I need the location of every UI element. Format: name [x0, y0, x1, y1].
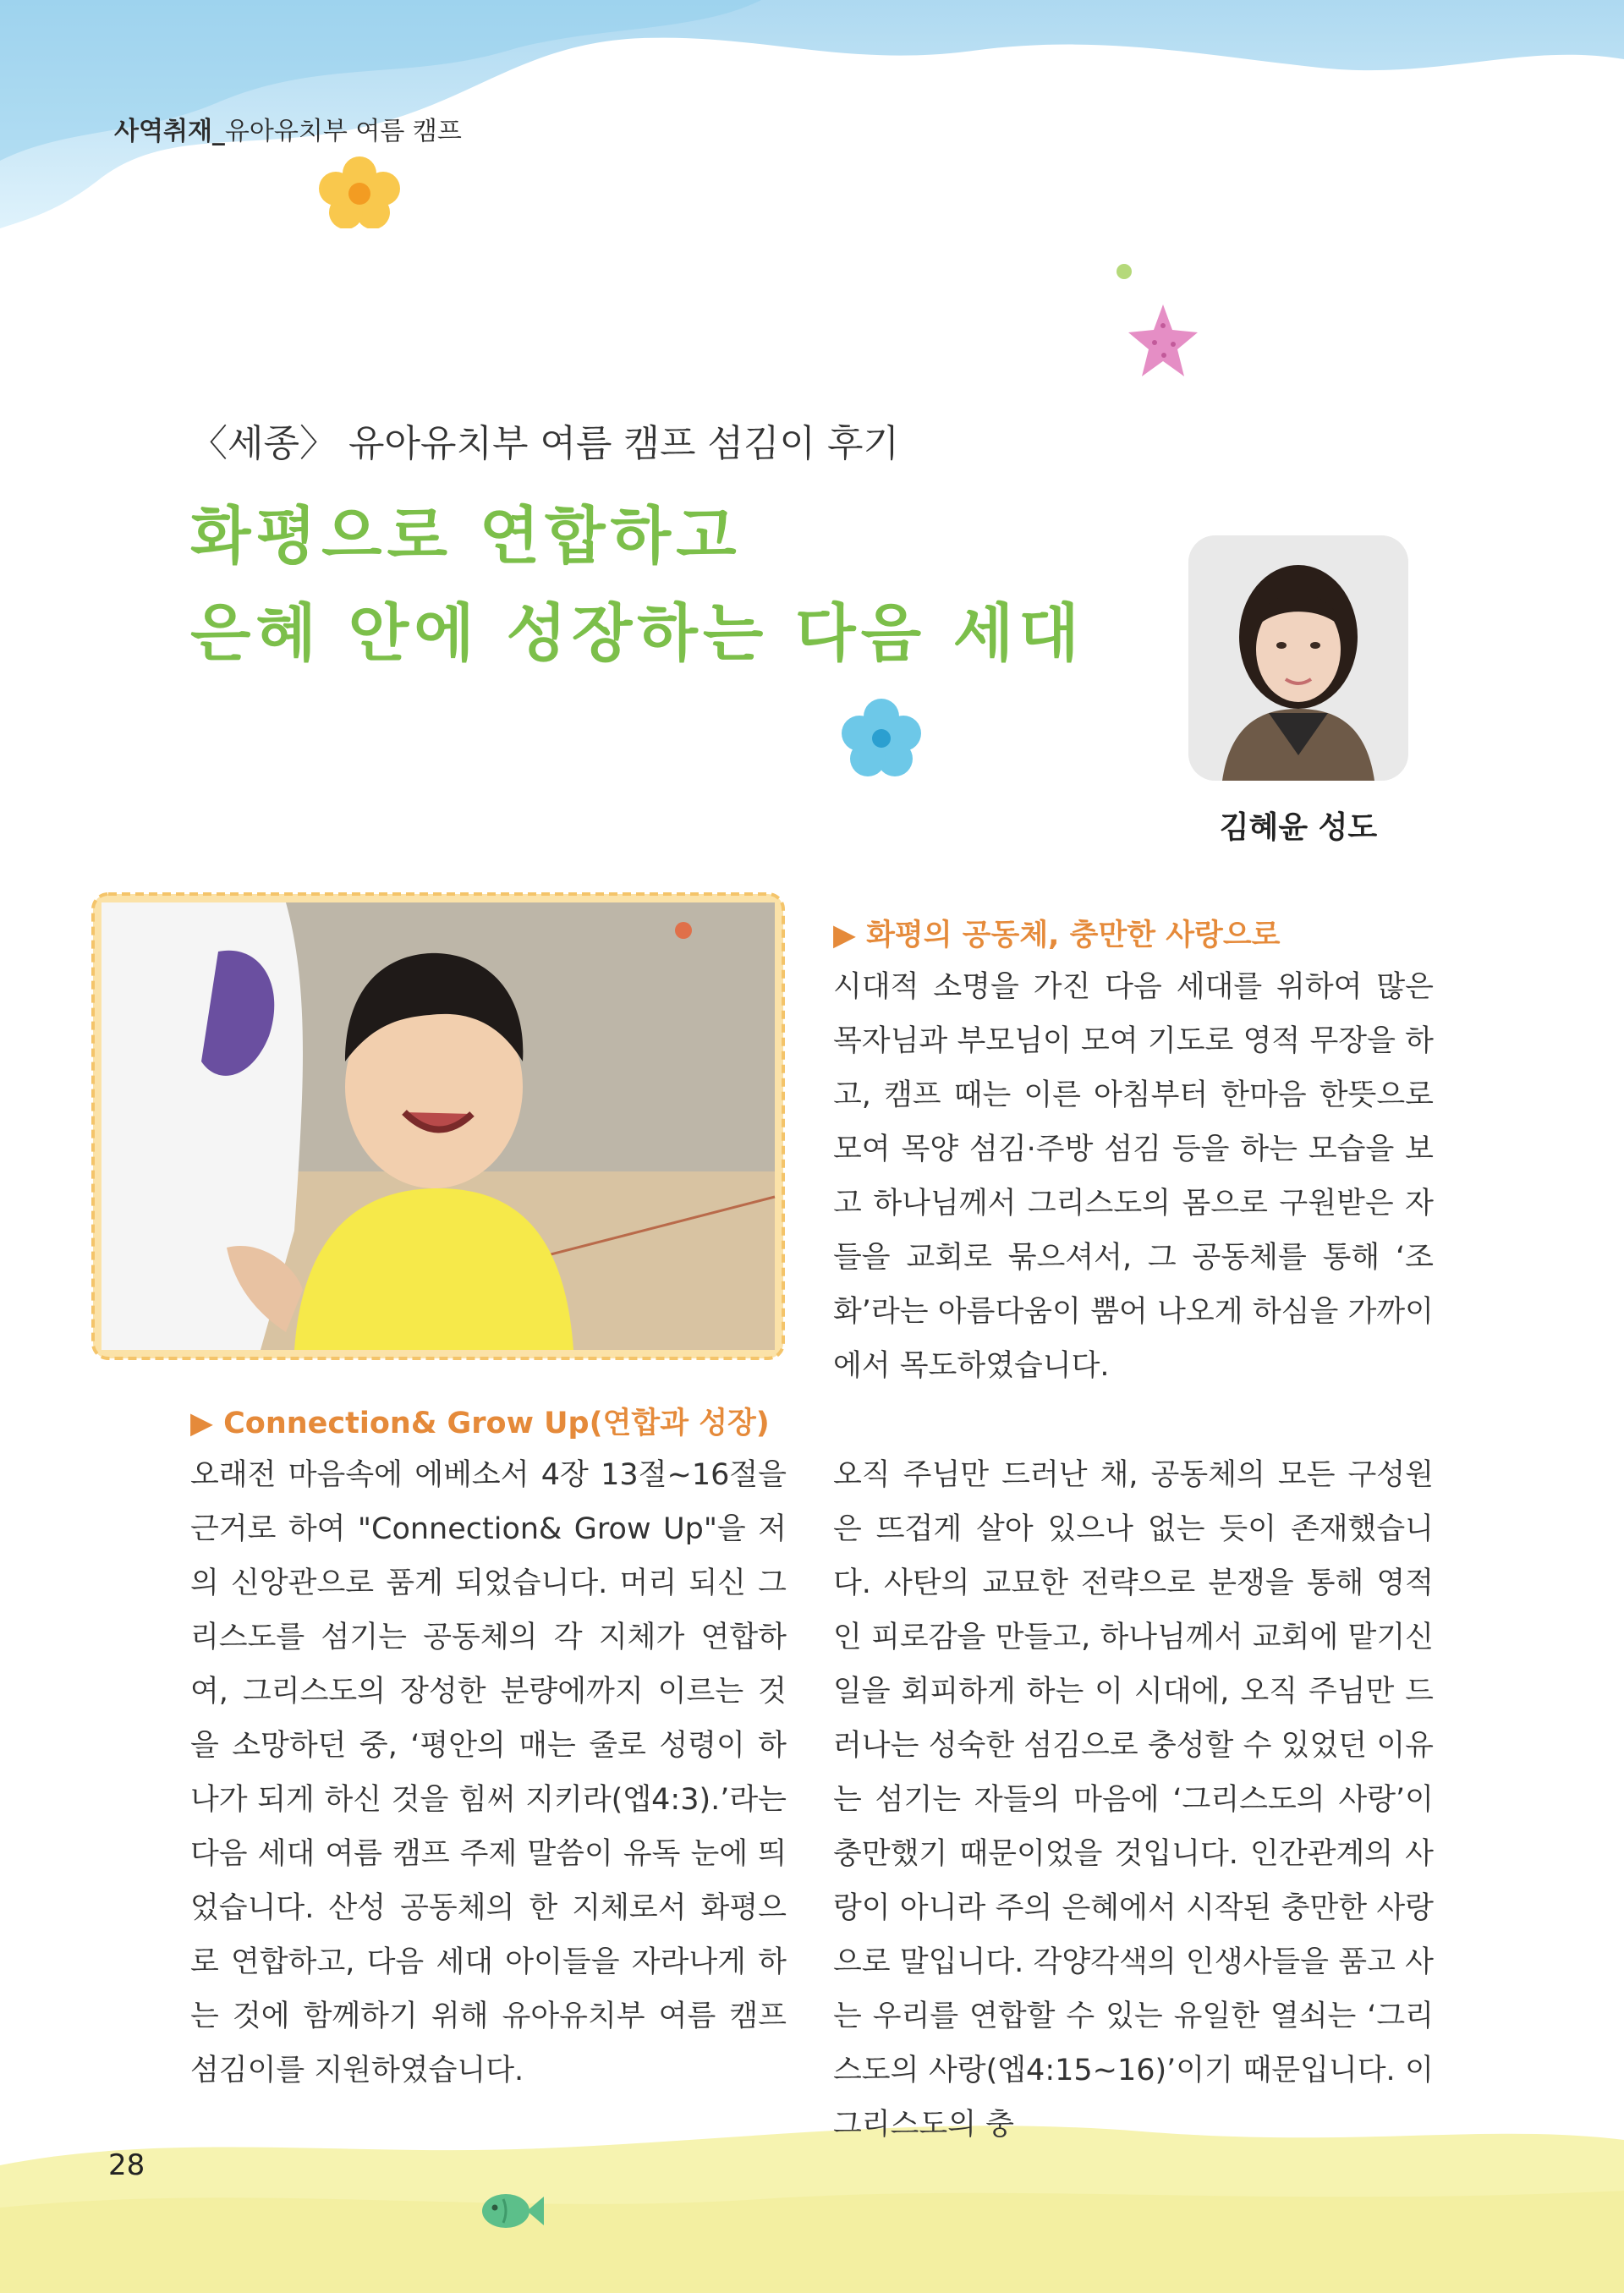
- headline-line-2: 은혜 안에 성장하는 다음 세대: [190, 597, 1084, 670]
- left-section-body: 오래전 마음속에 에베소서 4장 13절~16절을 근거로 하여 "Connection& Grow Up"을 저의 신앙관으로 품게 되었습니다. 머리 되신 그리스도를 섬기는 공동체의 각 지체가 연합하여, 그리스도의 장성한 분량에까지 이르는 것을 소망하던 중, ‘평안의 매는 줄로 성령이 하나가 되게 하신 것을 힘써 지키라(엡4:3).’라는 다음 세대 여름 캠프 주제 말씀이 유독 눈에 띄었습니다. 산성 공동체의 한 지체로서 화평으로 연합하고, 다음 세대 아이들을 자라나게 하는 것에 함께하기 위해 유아유치부 여름 캠프 섬김이를 지원하였습니다.: [190, 1458, 787, 2087]
- star-icon: [1125, 300, 1201, 381]
- author-name: 김혜윤 성도: [1219, 810, 1378, 845]
- right-section-heading: ▶ 화평의 공동체, 충만한 사랑으로: [833, 919, 1281, 952]
- dot-icon: [1115, 262, 1133, 281]
- right-section-body-2: 오직 주님만 드러난 채, 공동체의 모든 구성원은 뜨겁게 살아 있으나 없는 듯이 존재했습니다. 사탄의 교묘한 전략으로 분쟁을 통해 영적인 피로감을 만들고, 하나님께서 교회에 맡기신 일을 회피하게 하는 이 시대에, 오직 주님만 드러나는 성숙한 섬김으로 충성할 수 있었던 이유는 섬기는 자들의 마음에 ‘그리스도의 사랑’이 충만했기 때문이었을 것입니다. 인간관계의 사랑이 아니라 주의 은혜에서 시작된 충만한 사랑으로 말입니다. 각양각색의 인생사들을 품고 사는 우리를 연합할 수 있는 유일한 열쇠는 ‘그리스도의 사랑(엡4:15~16)’이기 때문입니다. 이 그리스도의 충: [833, 1458, 1434, 2142]
- flower-icon: [842, 698, 922, 778]
- sun-flower-icon: [317, 156, 402, 228]
- author-portrait-illustration: [1188, 535, 1408, 781]
- section-label: [114, 110, 462, 147]
- section-label-strong: 사역취재_: [114, 117, 225, 146]
- author-photo: [1188, 535, 1408, 781]
- section-label-rest: 유아유치부 여름 캠프: [224, 117, 462, 146]
- fish-icon: [478, 2186, 546, 2235]
- article-subtitle: 〈세종〉 유아유치부 여름 캠프 섬김이 후기: [190, 422, 899, 465]
- right-section-body-1: 시대적 소명을 가진 다음 세대를 위하여 많은 목자님과 부모님이 모여 기도로 영적 무장을 하고, 캠프 때는 이른 아침부터 한마음 한뜻으로 모여 목양 섬김·주방 섬김 등을 하는 모습을 보고 하나님께서 그리스도의 몸으로 구원받은 자들을 교회로 묶으셔서, 그 공동체를 통해 ‘조화’라는 아름다움이 뿜어 나오게 하심을 가까이에서 목도하였습니다.: [833, 970, 1434, 1383]
- headline-line-1: 화평으로 연합하고: [190, 500, 742, 573]
- page-number: 28: [108, 2148, 145, 2182]
- main-photo: [91, 892, 785, 1360]
- left-section-heading: ▶ Connection& Grow Up(연합과 성장): [190, 1407, 770, 1440]
